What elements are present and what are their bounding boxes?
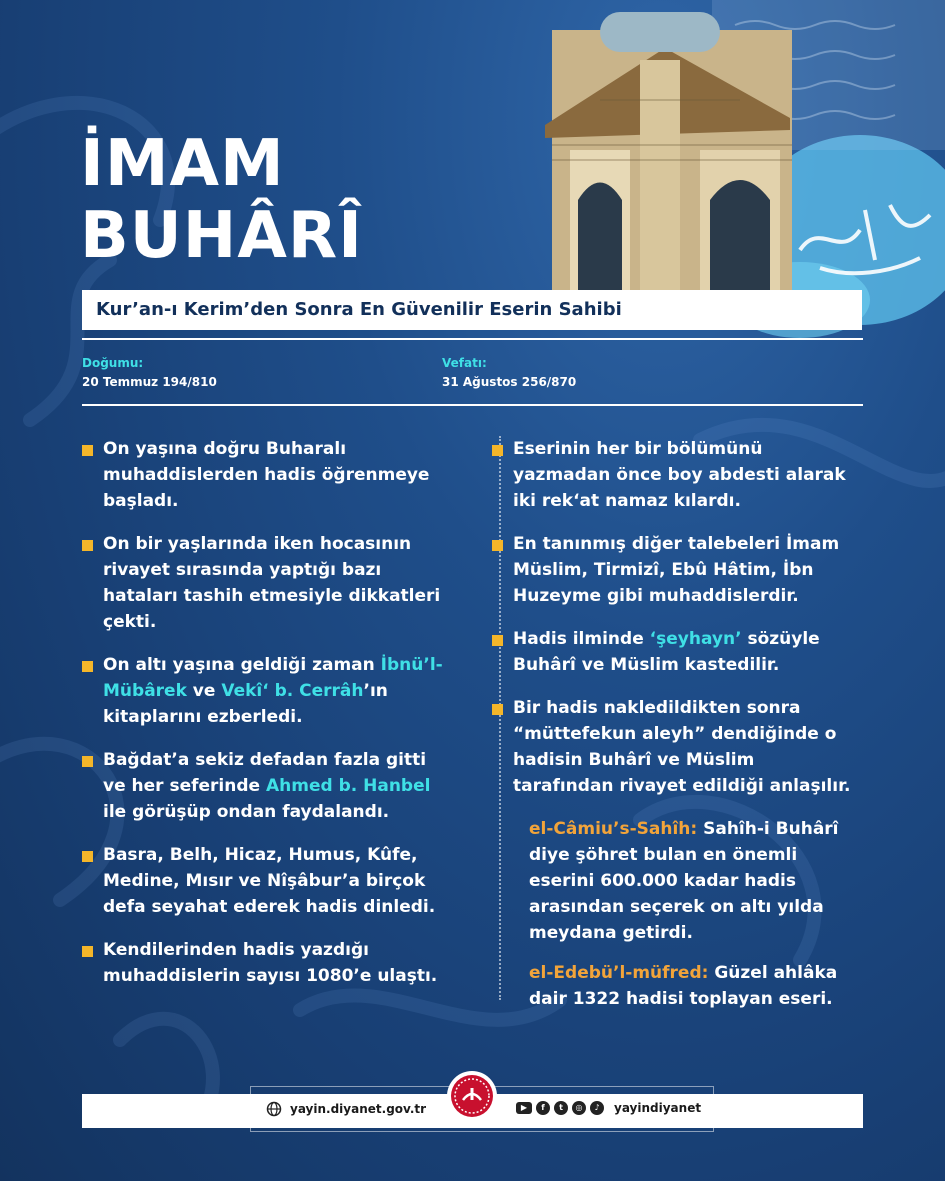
- item-text: En tanınmış diğer talebeleri İmam Müslim, Tirmizî, Ebû Hâtim, İbn Huzeyme gibi muhaddislerdir.: [513, 534, 840, 606]
- item-text: Kendilerinden hadis yazdığı muhaddislerin sayısı 1080’e ulaştı.: [103, 940, 438, 986]
- list-item: [82, 842, 452, 920]
- birth-label: Doğumu:: [82, 356, 144, 370]
- item-text: Hadis ilminde: [513, 629, 650, 649]
- work-title: el-Câmiu’s-Sahîh:: [529, 819, 698, 839]
- bullet-square-icon: [492, 540, 503, 551]
- work-item: [492, 816, 852, 946]
- item-text: Basra, Belh, Hicaz, Humus, Kûfe, Medine, Mısır ve Nîşâbur’a birçok defa seyahat ederek hadis dinledi.: [103, 845, 436, 917]
- works-list: [492, 816, 852, 1012]
- instagram-icon[interactable]: ◎: [572, 1101, 586, 1115]
- item-text: Bağdat’a sekiz defadan fazla gitti ve her seferinde: [103, 750, 427, 796]
- website-text: yayin.diyanet.gov.tr: [290, 1102, 427, 1116]
- highlight-text: İbnü’l-Mübârek: [103, 655, 443, 701]
- birth-value: 20 Temmuz 194/810: [82, 375, 217, 389]
- bullet-square-icon: [82, 445, 93, 456]
- page-title: [80, 128, 363, 272]
- subtitle-banner: Kur’an-ı Kerim’den Sonra En Güvenilir Eserin Sahibi: [82, 290, 862, 330]
- globe-icon: [266, 1101, 282, 1117]
- work-description: Sahîh-i Buhârî diye şöhret bulan en önemli eserini 600.000 kadar hadis arasından seçerek on altı yılda meydana getirdi.: [529, 819, 839, 943]
- social-links: [516, 1101, 701, 1115]
- list-item: [82, 747, 452, 825]
- right-column-items: [492, 436, 852, 799]
- list-item: [492, 695, 852, 799]
- item-text: On altı yaşına geldiği zaman: [103, 655, 381, 675]
- death-value: 31 Ağustos 256/870: [442, 375, 577, 389]
- diyanet-logo-icon: [446, 1070, 498, 1122]
- item-text: ve: [186, 681, 222, 701]
- death-info: [442, 356, 576, 389]
- item-text: Eserinin her bir bölümünü yazmadan önce boy abdesti alarak iki rek‘at namaz kılardı.: [513, 439, 846, 511]
- bullet-square-icon: [492, 704, 503, 715]
- list-item: [82, 937, 452, 989]
- bullet-square-icon: [492, 445, 503, 456]
- highlight-text: ‘şeyhayn’: [649, 629, 742, 649]
- tiktok-icon[interactable]: ♪: [590, 1101, 604, 1115]
- bullet-square-icon: [492, 635, 503, 646]
- work-description: Güzel ahlâka dair 1322 hadisi toplayan eseri.: [529, 963, 838, 1009]
- item-text: Bir hadis nakledildikten sonra “müttefekun aleyh” dendiğinde o hadisin Buhârî ve Müslim tarafından rivayet edildiği anlaşılır.: [513, 698, 851, 796]
- right-column: [492, 436, 852, 1026]
- left-column: [82, 436, 452, 1006]
- divider-bottom: [82, 404, 863, 406]
- bullet-square-icon: [82, 851, 93, 862]
- list-item: [492, 626, 852, 678]
- bullet-square-icon: [82, 661, 93, 672]
- title-line-1: İMAM: [80, 127, 285, 201]
- item-text: On yaşına doğru Buharalı muhaddislerden hadis öğrenmeye başladı.: [103, 439, 430, 511]
- item-text: ’ın kitaplarını ezberledi.: [103, 681, 388, 727]
- social-handle[interactable]: yayindiyanet: [614, 1101, 702, 1115]
- highlight-text: Vekî‘ b. Cerrâh: [221, 681, 364, 701]
- bullet-square-icon: [82, 540, 93, 551]
- work-title: el-Edebü’l-müfred:: [529, 963, 709, 983]
- item-text: On bir yaşlarında iken hocasının rivayet sırasında yaptığı bazı hataları tashih etmesiyle dikkatleri çekti.: [103, 534, 441, 632]
- youtube-icon[interactable]: ▶: [516, 1102, 532, 1114]
- list-item: [82, 652, 452, 730]
- website-link[interactable]: [266, 1101, 426, 1117]
- work-item: [492, 960, 852, 1012]
- birth-info: [82, 356, 217, 389]
- death-label: Vefatı:: [442, 356, 487, 370]
- bullet-square-icon: [82, 756, 93, 767]
- item-text: sözüyle Buhârî ve Müslim kastedilir.: [513, 629, 820, 675]
- bullet-square-icon: [82, 946, 93, 957]
- item-text: ile görüşüp ondan faydalandı.: [103, 802, 390, 822]
- title-line-2: BUHÂRÎ: [80, 199, 363, 273]
- list-item: [492, 531, 852, 609]
- list-item: [82, 531, 452, 635]
- highlight-text: Ahmed b. Hanbel: [265, 776, 431, 796]
- list-item: [82, 436, 452, 514]
- list-item: [492, 436, 852, 514]
- facebook-icon[interactable]: f: [536, 1101, 550, 1115]
- divider-top: [82, 338, 863, 340]
- twitter-icon[interactable]: t: [554, 1101, 568, 1115]
